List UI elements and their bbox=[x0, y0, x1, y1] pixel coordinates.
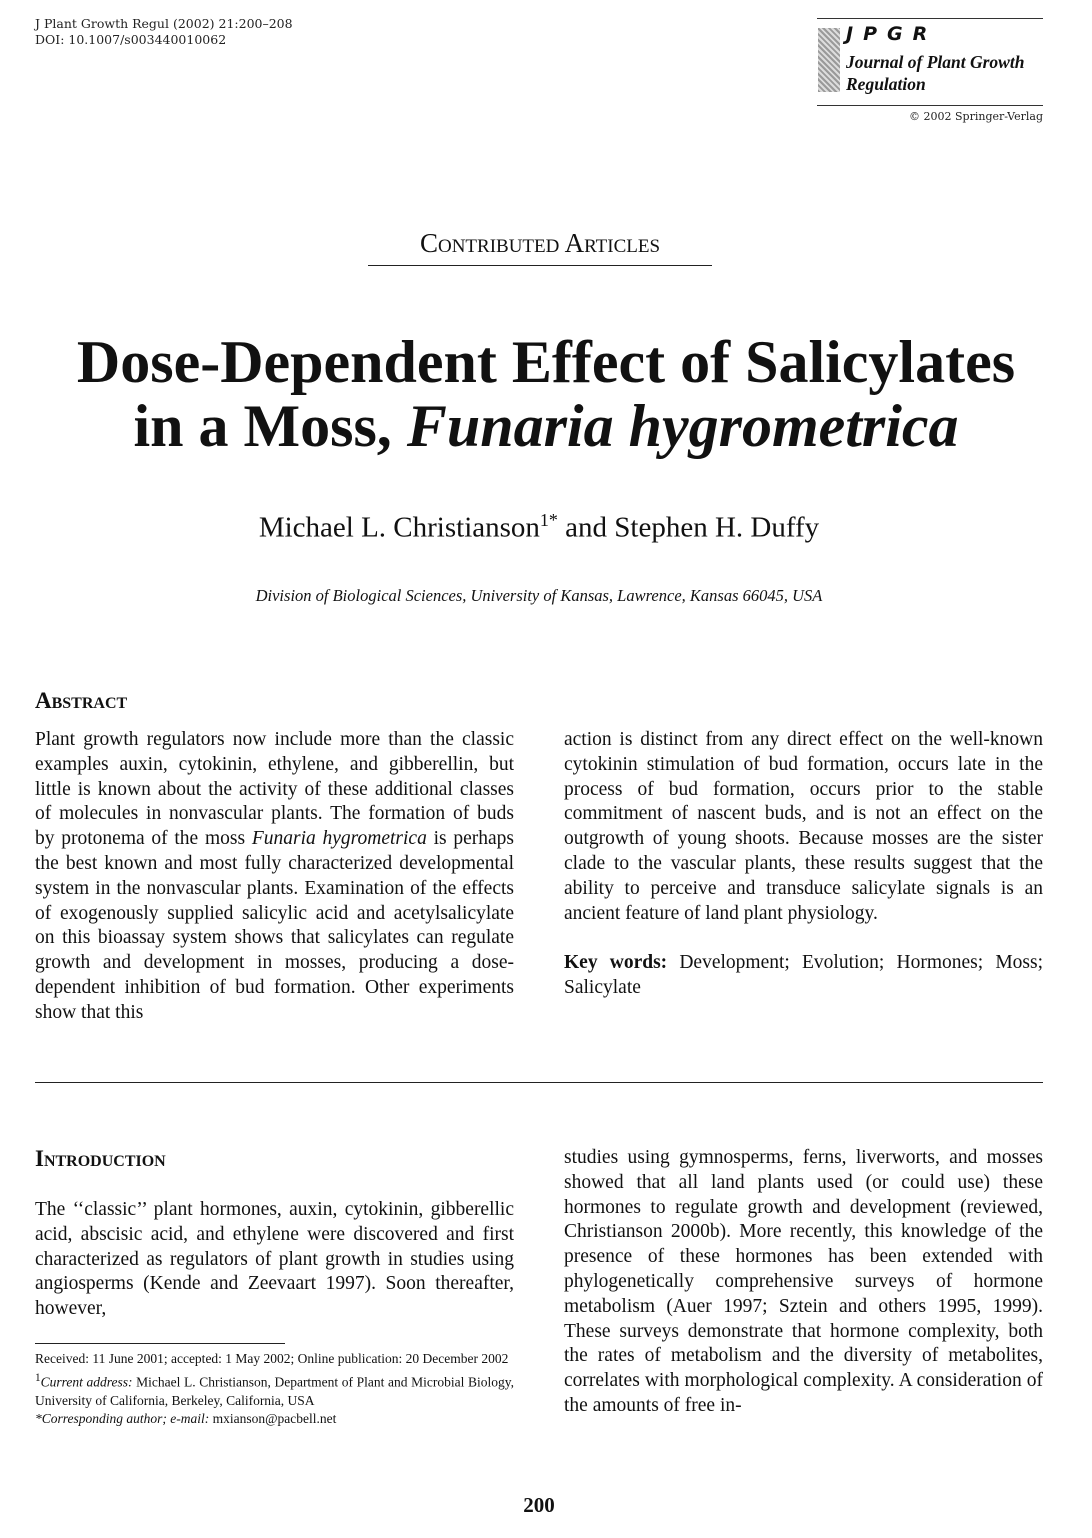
page-number: 200 bbox=[523, 1493, 555, 1517]
title-line-1: Dose-Dependent Effect of Salicylates bbox=[76, 329, 1016, 395]
abstract-column-1 bbox=[35, 728, 514, 1026]
address-mark: 1 bbox=[35, 1371, 41, 1384]
copyright: © 2002 Springer-Verlag bbox=[909, 110, 1043, 123]
title-line-2-prefix: in a Moss, bbox=[133, 393, 392, 459]
author-list bbox=[0, 510, 1078, 545]
title-species: Funaria hygrometrica bbox=[406, 393, 959, 459]
footnote-rule bbox=[35, 1343, 285, 1344]
section-divider bbox=[35, 1082, 1043, 1083]
abstract-text-1: Plant growth regulators now include more than the classic examples auxin, cytokinin, ethylene, and gibberellin, but little is known about the activity of these additional classes of molecules in nonvascular plants. The formation of buds by protonema of the moss bbox=[35, 729, 514, 850]
received-dates: Received: 11 June 2001; accepted: 1 May 2002; Online publication: 20 December 2002 bbox=[35, 1351, 509, 1366]
title-line-2 bbox=[20, 394, 1072, 458]
author-conjunction: and bbox=[565, 511, 608, 544]
abstract-heading: Abstract bbox=[35, 688, 128, 713]
keywords-label: Key words: bbox=[564, 952, 668, 974]
address-label: Current address: bbox=[40, 1374, 133, 1389]
address-text: Michael L. Christianson, Department of Plant and Microbial Biology, University of California, Berkeley, California, USA bbox=[35, 1374, 514, 1408]
running-header bbox=[35, 16, 293, 48]
doi: DOI: 10.1007/s003440010062 bbox=[35, 32, 227, 47]
footnotes bbox=[35, 1350, 514, 1429]
section-heading: Contributed Articles bbox=[368, 228, 712, 266]
article-title bbox=[20, 330, 1072, 458]
abstract-paragraph-1 bbox=[35, 728, 514, 1026]
abstract-text-2: is perhaps the best known and most fully characterized developmental system in the nonvascular plants. Examination of the effects of exogenously supplied salicylic acid and acetylsalicylate on this bioassay system shows that salicylates can regulate growth and development in mosses, producing a dose-dependent inhibition of bud formation. Other experiments show that this bbox=[35, 828, 515, 1023]
corresponding-label: *Corresponding author; e-mail: bbox=[35, 1411, 210, 1426]
journal-abbreviation: JPGR bbox=[846, 23, 938, 45]
introduction-heading: Introduction bbox=[35, 1146, 166, 1171]
logo-pattern bbox=[818, 28, 840, 92]
journal-name: Journal of Plant Growth Regulation bbox=[846, 52, 1025, 94]
current-address-note bbox=[35, 1369, 514, 1411]
keywords bbox=[564, 951, 1043, 1001]
author-1-marks: 1* bbox=[539, 510, 558, 530]
keywords-list: Development; Evolution; Hormones; Moss; Salicylate bbox=[564, 952, 1043, 999]
abstract-paragraph-2: action is distinct from any direct effect on the well-known cytokinin stimulation of bud formation, occurs late in the process of bud formation, occurs prior to the stable commitment of nascent buds, and is not an effect on the outgrowth of young shoots. Because mosses are the sister clade to the vascular plants, these results suggest that the ability to perceive and transduce salicylate signals is an ancient feature of land plant physiology. bbox=[564, 729, 1043, 924]
affiliation: Division of Biological Sciences, University of Kansas, Lawrence, Kansas 66045, USA bbox=[255, 586, 823, 605]
introduction-column-2 bbox=[564, 1146, 1043, 1419]
author-email: mxianson@pacbell.net bbox=[212, 1411, 337, 1426]
author-1: Michael L. Christianson bbox=[258, 511, 540, 544]
introduction-paragraph-1: The ‘‘classic’’ plant hormones, auxin, cytokinin, gibberellic acid, abscisic acid, and ethylene were discovered and first characterized as regulators of plant growth in studies using angiosperms (Kende and Zeevaart 1997). Soon thereafter, however, bbox=[35, 1199, 514, 1320]
journal-citation: J Plant Growth Regul (2002) 21:200–208 bbox=[35, 16, 293, 31]
introduction-column-1 bbox=[35, 1198, 514, 1322]
abstract-species: Funaria hygrometrica bbox=[251, 828, 427, 850]
corresponding-author-note bbox=[35, 1410, 514, 1429]
abstract-column-2 bbox=[564, 728, 1043, 1001]
introduction-paragraph-2: studies using gymnosperms, ferns, liverworts, and mosses showed that all land plants used (or could use) these hormones to regulate growth and development (reviewed, Christianson 2000b). More recently, this knowledge of the presence of these hormones has been extended with phylogenetically comprehensive surveys of hormone metabolism (Auer 1997; Sztein and others 1995, 1999). These surveys demonstrate that hormone complexity, both the rates of metabolism and the diversity of metabolites, correlates with morphological complexity. A consideration of the amounts of free in- bbox=[564, 1147, 1043, 1416]
journal-logo bbox=[817, 18, 1043, 106]
author-2: Stephen H. Duffy bbox=[614, 511, 820, 544]
